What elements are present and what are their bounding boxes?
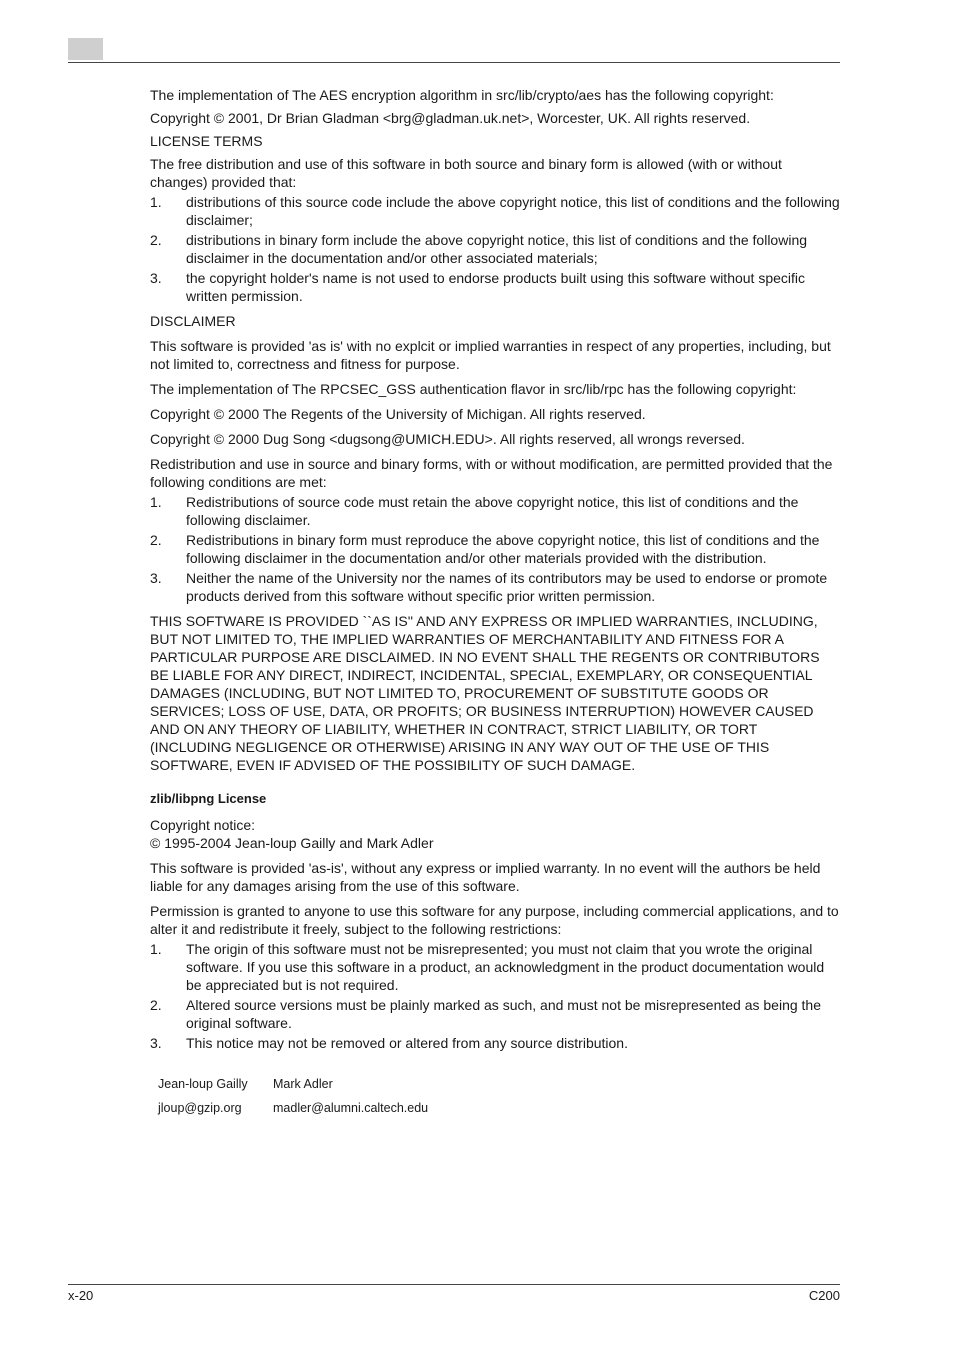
list-number: 2.	[150, 532, 162, 548]
list-text: The origin of this software must not be misrepresented; you must not claim that you wrote the original software. If you use this software in a product, an acknowledgment in the product documentation would be appreciated but is not required.	[186, 941, 825, 993]
authors-email-row	[158, 1100, 840, 1116]
list-text: Neither the name of the University nor the names of its contributors may be used to endorse or promote products derived from this software without specific prior written permission.	[186, 570, 828, 604]
zlib-as-is: This software is provided 'as-is', without any express or implied warranty. In no event will the authors be held liable for any damages arising from the use of this software.	[150, 860, 821, 894]
list-item	[150, 231, 840, 267]
list-item	[150, 996, 840, 1032]
list-text: the copyright holder's name is not used to endorse products built using this software without specific written permission.	[186, 270, 806, 304]
list-text: distributions of this source code include the above copyright notice, this list of conditions and the following disclaimer;	[186, 194, 840, 228]
license-terms-heading: LICENSE TERMS	[150, 133, 263, 149]
rpcsec-warranty-disclaimer: THIS SOFTWARE IS PROVIDED ``AS IS'' AND ANY EXPRESS OR IMPLIED WARRANTIES, INCLUDING, BUT NOT LIMITED TO, THE IMPLIED WARRANTIES OF MERCHANTABILITY AND FITNESS FOR A PARTICULAR PURPOSE ARE DISCLAIMED. IN NO EVENT SHALL THE REGENTS OR CONTRIBUTORS BE LIABLE FOR ANY DIRECT, INDIRECT, INCIDENTAL, SPECIAL, EXEMPLARY, OR CONSEQUENTIAL DAMAGES (INCLUDING, BUT NOT LIMITED TO, PROCUREMENT OF SUBSTITUTE GOODS OR SERVICES; LOSS OF USE, DATA, OR PROFITS; OR BUSINESS INTERRUPTION) HOWEVER CAUSED AND ON ANY THEORY OF LIABILITY, WHETHER IN CONTRACT, STRICT LIABILITY, OR TORT (INCLUDING NEGLIGENCE OR OTHERWISE) ARISING IN ANY WAY OUT OF THE USE OF THIS SOFTWARE, EVEN IF ADVISED OF THE POSSIBILITY OF SUCH DAMAGE.	[150, 613, 820, 773]
zlib-copyright-notice	[150, 816, 840, 852]
list-item	[150, 1034, 840, 1052]
list-item	[150, 569, 840, 605]
rpcsec-copyright-2: Copyright © 2000 Dug Song <dugsong@UMICH.EDU>. All rights reserved, all wrongs reversed.	[150, 431, 745, 447]
list-item	[150, 193, 840, 229]
list-number: 1.	[150, 494, 162, 510]
page-content	[150, 86, 840, 1124]
list-item	[150, 531, 840, 567]
aes-conditions-list	[150, 193, 840, 305]
aes-intro: The implementation of The AES encryption algorithm in src/lib/crypto/aes has the following copyright:	[150, 87, 774, 103]
list-text: distributions in binary form include the above copyright notice, this list of conditions and the following disclaimer in the documentation and/or other associated materials;	[186, 232, 808, 266]
author-name: Mark Adler	[273, 1077, 333, 1091]
authors-name-row	[158, 1076, 840, 1092]
list-item	[150, 493, 840, 529]
author-email: madler@alumni.caltech.edu	[273, 1101, 429, 1115]
author-name: Jean-loup Gailly	[158, 1077, 248, 1091]
zlib-restrictions-list	[150, 940, 840, 1052]
footer-rule	[68, 1284, 840, 1285]
rpcsec-copyright-1: Copyright © 2000 The Regents of the University of Michigan. All rights reserved.	[150, 406, 646, 422]
list-text: This notice may not be removed or altered from any source distribution.	[186, 1035, 628, 1051]
rpcsec-conditions-list	[150, 493, 840, 605]
zlib-section-heading: zlib/libpng License	[150, 791, 267, 806]
authors-table	[158, 1076, 840, 1116]
aes-free-distribution: The free distribution and use of this software in both source and binary form is allowed (with or without changes) provided that:	[150, 156, 782, 190]
aes-disclaimer: This software is provided 'as is' with no explcit or implied warranties in respect of any properties, including, but not limited to, correctness and fitness for purpose.	[150, 338, 831, 372]
page-number: x-20	[68, 1288, 94, 1303]
list-item	[150, 940, 840, 994]
disclaimer-heading: DISCLAIMER	[150, 313, 236, 329]
list-number: 1.	[150, 941, 162, 957]
rpcsec-redistribution: Redistribution and use in source and binary forms, with or without modification, are permitted provided that the following conditions are met:	[150, 456, 833, 490]
zlib-notice-holders: © 1995-2004 Jean-loup Gailly and Mark Adler	[150, 835, 434, 851]
aes-copyright: Copyright © 2001, Dr Brian Gladman <brg@gladman.uk.net>, Worcester, UK. All rights reserved.	[150, 110, 751, 126]
list-number: 2.	[150, 232, 162, 248]
zlib-permission: Permission is granted to anyone to use this software for any purpose, including commercial applications, and to alter it and redistribute it freely, subject to the following restrictions:	[150, 903, 839, 937]
author-email: jloup@gzip.org	[158, 1101, 242, 1115]
list-number: 3.	[150, 270, 162, 286]
list-number: 2.	[150, 997, 162, 1013]
model-name: C200	[808, 1288, 840, 1303]
list-text: Redistributions of source code must retain the above copyright notice, this list of conditions and the following disclaimer.	[186, 494, 799, 528]
rpcsec-intro: The implementation of The RPCSEC_GSS authentication flavor in src/lib/rpc has the following copyright:	[150, 381, 797, 397]
list-number: 1.	[150, 194, 162, 210]
list-item	[150, 269, 840, 305]
list-text: Redistributions in binary form must reproduce the above copyright notice, this list of conditions and the following disclaimer in the documentation and/or other materials provided with the distribution.	[186, 532, 820, 566]
list-text: Altered source versions must be plainly marked as such, and must not be misrepresented as being the original software.	[186, 997, 821, 1031]
header-tab-block	[68, 38, 103, 60]
header-rule	[68, 62, 840, 63]
zlib-notice-label: Copyright notice:	[150, 817, 256, 833]
list-number: 3.	[150, 570, 162, 586]
list-number: 3.	[150, 1035, 162, 1051]
